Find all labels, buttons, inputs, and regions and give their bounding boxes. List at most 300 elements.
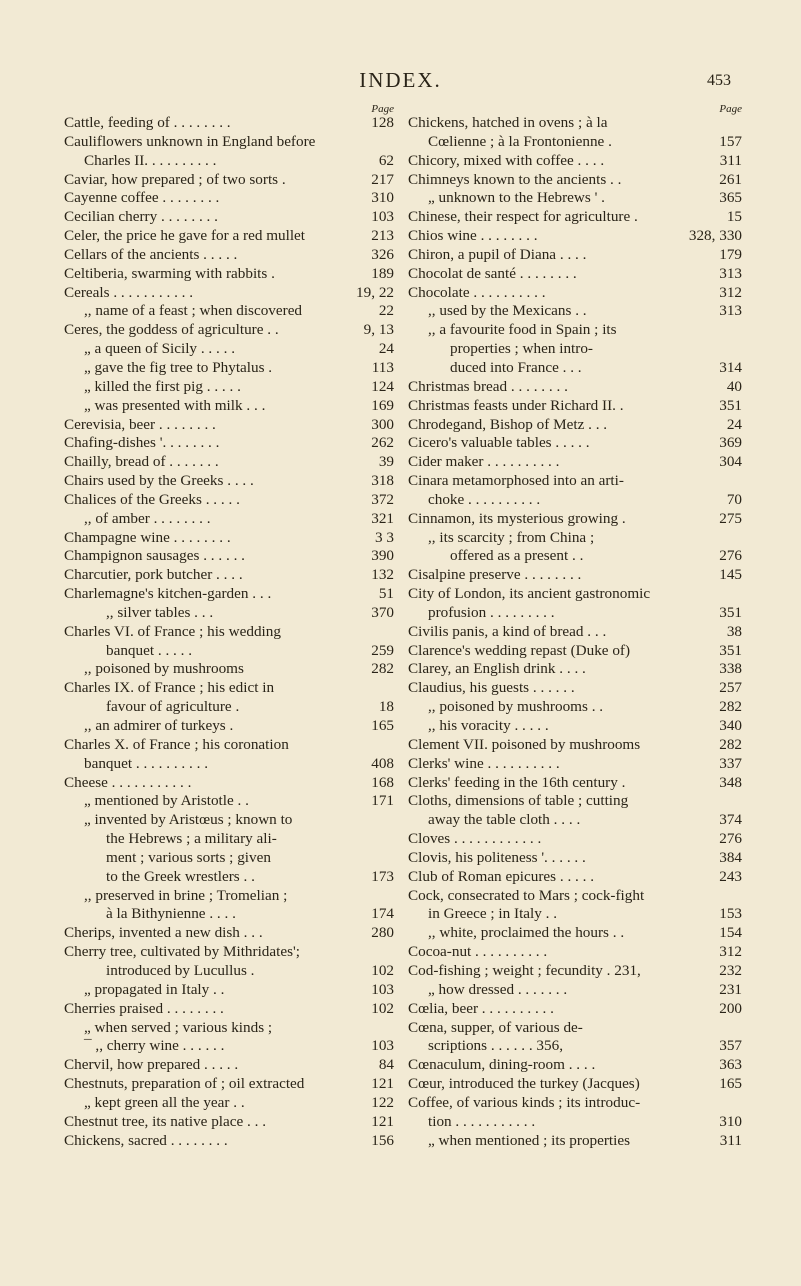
index-entry <box>64 792 394 811</box>
entry-text: Cauliflowers unknown in England before <box>64 132 316 150</box>
index-entry <box>64 717 394 736</box>
entry-page-number: 154 <box>719 924 742 942</box>
entry-text: „ unknown to the Hebrews ' . <box>428 189 605 207</box>
index-entry <box>64 133 394 152</box>
entry-text: favour of agriculture . <box>106 698 240 716</box>
index-entry <box>408 359 742 378</box>
index-entry <box>408 924 742 943</box>
entry-page-number: 262 <box>371 434 394 452</box>
index-entry <box>408 321 742 340</box>
index-column-left <box>64 104 394 1150</box>
index-entry <box>408 208 742 227</box>
entry-page-number: 340 <box>719 717 742 734</box>
entry-text: „ a queen of Sicily . . . . . <box>84 340 235 358</box>
entry-page-number: 374 <box>719 811 742 829</box>
entry-text: ,, of amber . . . . . . . . <box>84 509 211 527</box>
entry-page-number: 24 <box>378 340 394 358</box>
entry-page-number: 213 <box>371 227 394 245</box>
index-entry <box>64 736 394 755</box>
entry-text: duced into France . . . <box>450 358 582 376</box>
entry-text: à la Bithynienne . . . . <box>106 905 236 923</box>
index-entry <box>408 736 742 755</box>
entry-text: properties ; when intro- <box>450 340 593 358</box>
entry-page-number: 357 <box>719 1037 742 1055</box>
entry-text: Cellars of the ancients . . . . . <box>64 245 238 263</box>
entry-text: „ propagated in Italy . . <box>84 980 225 998</box>
entry-text: Chickens, sacred . . . . . . . . <box>64 1131 228 1149</box>
page-column-label: Page <box>719 103 742 115</box>
entry-text: Cinara metamorphosed into an arti- <box>408 472 624 490</box>
entry-page-number: 369 <box>719 434 742 452</box>
index-entry <box>64 924 394 943</box>
entry-text: ,, name of a feast ; when discovered <box>84 302 303 320</box>
entry-text: Cecilian cherry . . . . . . . . <box>64 208 218 226</box>
index-entry <box>408 660 742 679</box>
entry-page-number: 102 <box>371 961 394 979</box>
entry-text: Charles X. of France ; his coronation <box>64 735 289 753</box>
entry-page-number: 103 <box>371 1037 394 1055</box>
entry-text: profusion . . . . . . . . . <box>428 603 555 621</box>
entry-page-number: 351 <box>719 641 742 659</box>
entry-text: Clement VII. poisoned by mushrooms <box>408 735 641 753</box>
entry-text: Chinese, their respect for agriculture . <box>408 208 638 226</box>
index-entry <box>64 1132 394 1151</box>
index-entry <box>408 302 742 321</box>
index-entry <box>408 152 742 171</box>
index-entry <box>408 679 742 698</box>
entry-text: Cœur, introduced the turkey (Jacques) <box>408 1075 640 1093</box>
index-entry <box>408 133 742 152</box>
entry-page-number: 276 <box>719 547 742 565</box>
index-entry <box>408 962 742 981</box>
index-column-right <box>408 104 742 1150</box>
entry-text: Cœlienne ; à la Frontonienne . <box>428 132 612 150</box>
entry-text: „ kept green all the year . . <box>84 1093 245 1111</box>
entry-text: ,, a favourite food in Spain ; its <box>428 321 617 339</box>
entry-text: Ceres, the goddess of agriculture . . <box>64 321 279 339</box>
entry-page-number: 365 <box>719 189 742 207</box>
entry-text: Chafing-dishes '. . . . . . . . <box>64 434 220 452</box>
entry-page-number: 276 <box>719 830 742 848</box>
entry-page-number: 232 <box>719 961 742 979</box>
entry-text: ,, its scarcity ; from China ; <box>428 528 595 546</box>
index-entry <box>64 755 394 774</box>
index-entry <box>408 585 742 604</box>
entry-page-number: 384 <box>719 848 742 866</box>
index-entry <box>408 1019 742 1038</box>
entry-text: Charles VI. of France ; his wedding <box>64 622 281 640</box>
entry-text: Chrodegand, Bishop of Metz . . . <box>408 415 608 433</box>
entry-page-number: 318 <box>371 472 394 490</box>
index-entry <box>64 378 394 397</box>
entry-page-number: 313 <box>719 264 742 282</box>
entry-page-number: 62 <box>378 151 394 169</box>
entry-text: Cœlia, beer . . . . . . . . . . <box>408 999 554 1017</box>
entry-text: Chocolat de santé . . . . . . . . <box>408 264 577 282</box>
entry-text: Cœnaculum, dining-room . . . . <box>408 1056 596 1074</box>
entry-page-number: 351 <box>719 603 742 621</box>
entry-page-number: 19, 22 <box>356 283 394 301</box>
entry-page-number: 121 <box>371 1075 394 1093</box>
entry-text: „ invented by Aristœus ; known to <box>84 811 293 829</box>
entry-page-number: 40 <box>726 377 742 395</box>
entry-page-number: 326 <box>371 245 394 263</box>
page-number: 453 <box>707 72 731 89</box>
index-entry <box>64 397 394 416</box>
entry-page-number: 173 <box>371 867 394 885</box>
entry-page-number: 200 <box>719 999 742 1017</box>
index-entry <box>408 547 742 566</box>
index-entry <box>408 1075 742 1094</box>
entry-page-number: 282 <box>719 698 742 716</box>
page-column-label: Page <box>371 103 394 115</box>
entry-text: Cisalpine preserve . . . . . . . . <box>408 566 582 584</box>
index-entry <box>408 792 742 811</box>
entry-page-number: 390 <box>371 547 394 565</box>
index-entry <box>64 453 394 472</box>
entry-text: to the Greek wrestlers . . <box>106 867 255 885</box>
entry-page-number: 128 <box>371 114 394 131</box>
index-entry <box>408 830 742 849</box>
entry-page-number: 314 <box>719 358 742 376</box>
index-entry <box>408 774 742 793</box>
entry-page-number: 84 <box>378 1056 394 1074</box>
entry-text: Chestnut tree, its native place . . . <box>64 1112 267 1130</box>
entry-text: Cider maker . . . . . . . . . . <box>408 453 560 471</box>
index-entry <box>64 1075 394 1094</box>
entry-text: „ mentioned by Aristotle . . <box>84 792 249 810</box>
index-entry <box>64 510 394 529</box>
entry-text: Clarey, an English drink . . . . <box>408 660 586 678</box>
index-entry <box>64 1113 394 1132</box>
entry-text: ,, silver tables . . . <box>106 603 214 621</box>
entry-page-number: 259 <box>371 641 394 659</box>
entry-text: Cayenne coffee . . . . . . . . <box>64 189 220 207</box>
entry-text: Coffee, of various kinds ; its introduc- <box>408 1093 641 1111</box>
entry-page-number: 157 <box>719 132 742 150</box>
entry-page-number: 280 <box>371 924 394 942</box>
entry-text: Cod-fishing ; weight ; fecundity . 231, <box>408 961 641 979</box>
index-entry <box>64 566 394 585</box>
index-entry <box>64 114 394 133</box>
index-entry <box>64 811 394 830</box>
index-entry <box>408 755 742 774</box>
index-entry <box>64 868 394 887</box>
index-entry <box>64 302 394 321</box>
entry-text: Cicero's valuable tables . . . . . <box>408 434 590 452</box>
index-entry <box>408 1132 742 1151</box>
index-entry <box>408 868 742 887</box>
entry-page-number: 156 <box>371 1131 394 1149</box>
entry-text: scriptions . . . . . . 356, <box>428 1037 563 1055</box>
entry-page-number: 153 <box>719 905 742 923</box>
entry-text: introduced by Lucullus . <box>106 961 255 979</box>
entry-page-number: 311 <box>719 151 742 169</box>
entry-page-number: 408 <box>371 754 394 772</box>
entry-page-number: 275 <box>719 509 742 527</box>
entry-page-number: 38 <box>726 622 742 640</box>
entry-page-number: 300 <box>371 415 394 433</box>
entry-page-number: 103 <box>371 980 394 998</box>
entry-text: Clarence's wedding repast (Duke of) <box>408 641 631 659</box>
entry-page-number: 310 <box>371 189 394 207</box>
index-entry <box>64 529 394 548</box>
index-entry <box>408 416 742 435</box>
entry-page-number: 304 <box>719 453 742 471</box>
entry-page-number: 145 <box>719 566 742 584</box>
entry-text: Cœna, supper, of various de- <box>408 1018 583 1036</box>
index-entry <box>408 642 742 661</box>
index-entry <box>64 472 394 491</box>
entry-text: ¯ ,, cherry wine . . . . . . <box>84 1037 225 1055</box>
entry-page-number: 337 <box>719 754 742 772</box>
entry-page-number: 189 <box>371 264 394 282</box>
index-entry <box>408 340 742 359</box>
entry-page-number: 282 <box>719 735 742 753</box>
entry-page-number: 328, 330 <box>688 227 742 245</box>
index-entry <box>64 171 394 190</box>
index-entry <box>408 1113 742 1132</box>
entry-text: Club of Roman epicures . . . . . <box>408 867 595 885</box>
entry-page-number: 24 <box>726 415 742 433</box>
entry-text: Chailly, bread of . . . . . . . <box>64 453 219 471</box>
entry-page-number: 70 <box>726 490 742 508</box>
index-entry <box>408 434 742 453</box>
entry-text: ,, poisoned by mushrooms <box>84 660 244 678</box>
index-entry <box>408 189 742 208</box>
entry-text: ,, an admirer of turkeys . <box>84 717 234 734</box>
index-entry <box>64 284 394 303</box>
index-entry <box>64 265 394 284</box>
index-entry <box>64 189 394 208</box>
index-entry <box>64 246 394 265</box>
index-entry <box>64 905 394 924</box>
index-entry <box>408 566 742 585</box>
index-entry <box>64 981 394 1000</box>
entry-text: ,, preserved in brine ; Tromelian ; <box>84 886 288 904</box>
index-entry <box>64 208 394 227</box>
index-entry <box>64 849 394 868</box>
entry-text: choke . . . . . . . . . . <box>428 490 541 508</box>
entry-text: Cherries praised . . . . . . . . <box>64 999 224 1017</box>
index-entry <box>64 830 394 849</box>
index-entry <box>408 887 742 906</box>
index-entry <box>64 1037 394 1056</box>
entry-text: Chervil, how prepared . . . . . <box>64 1056 239 1074</box>
entry-page-number: 165 <box>719 1075 742 1093</box>
index-entry <box>408 849 742 868</box>
entry-page-number: 310 <box>719 1112 742 1130</box>
entry-page-number: 174 <box>371 905 394 923</box>
entry-page-number: 351 <box>719 396 742 414</box>
index-entry <box>408 717 742 736</box>
index-entry <box>408 171 742 190</box>
entry-text: ,, his voracity . . . . . <box>428 717 549 734</box>
entry-text: in Greece ; in Italy . . <box>428 905 558 923</box>
entry-text: Cattle, feeding of . . . . . . . . <box>64 114 231 131</box>
entry-page-number: 312 <box>719 943 742 961</box>
entry-text: Chicory, mixed with coffee . . . . <box>408 151 605 169</box>
index-entry <box>64 227 394 246</box>
index-entry <box>64 774 394 793</box>
index-entry <box>64 359 394 378</box>
index-entry <box>408 378 742 397</box>
entry-page-number: 124 <box>371 377 394 395</box>
entry-text: Celtiberia, swarming with rabbits . <box>64 264 275 282</box>
index-entry <box>64 623 394 642</box>
index-entry <box>64 321 394 340</box>
entry-text: Christmas feasts under Richard II. . <box>408 396 624 414</box>
entry-text: „ when served ; various kinds ; <box>84 1018 273 1036</box>
running-head <box>0 64 801 94</box>
entry-text: Caviar, how prepared ; of two sorts . <box>64 170 286 188</box>
entry-text: the Hebrews ; a military ali- <box>106 830 277 848</box>
entry-text: Cherips, invented a new dish . . . <box>64 924 263 942</box>
index-entry <box>64 547 394 566</box>
index-entry <box>408 905 742 924</box>
entry-page-number: 18 <box>378 698 394 716</box>
index-entry <box>64 660 394 679</box>
entry-text: Charlemagne's kitchen-garden . . . <box>64 585 272 603</box>
entry-text: ,, used by the Mexicans . . <box>428 302 587 320</box>
entry-page-number: 168 <box>371 773 394 791</box>
index-entry <box>408 623 742 642</box>
entry-page-number: 243 <box>719 867 742 885</box>
index-entry <box>408 943 742 962</box>
entry-text: Cherry tree, cultivated by Mithridates'; <box>64 943 300 961</box>
entry-page-number: 217 <box>371 170 394 188</box>
page-title: INDEX. <box>359 68 442 92</box>
entry-page-number: 113 <box>371 358 394 376</box>
entry-page-number: 132 <box>371 566 394 584</box>
index-entry <box>408 510 742 529</box>
entry-text: Clovis, his politeness '. . . . . . <box>408 848 586 866</box>
index-entry <box>64 604 394 623</box>
entry-page-number: 338 <box>719 660 742 678</box>
entry-text: offered as a present . . <box>450 547 584 565</box>
entry-text: Cinnamon, its mysterious growing . <box>408 509 626 527</box>
entry-text: Cock, consecrated to Mars ; cock-fight <box>408 886 645 904</box>
index-entry <box>64 943 394 962</box>
index-entry <box>408 604 742 623</box>
entry-text: Chocolate . . . . . . . . . . <box>408 283 546 301</box>
index-entry <box>408 265 742 284</box>
entry-text: Chimneys known to the ancients . . <box>408 170 622 188</box>
entry-text: Christmas bread . . . . . . . . <box>408 377 568 395</box>
entry-text: „ gave the fig tree to Phytalus . <box>84 358 273 376</box>
entry-text: Chickens, hatched in ovens ; à la <box>408 114 608 131</box>
entry-text: Civilis panis, a kind of bread . . . <box>408 622 607 640</box>
entry-text: Cloves . . . . . . . . . . . . <box>408 830 542 848</box>
entry-text: Cloths, dimensions of table ; cutting <box>408 792 629 810</box>
entry-text: Celer, the price he gave for a red mullet <box>64 227 306 245</box>
entry-page-number: 39 <box>378 453 394 471</box>
entry-text: „ when mentioned ; its properties <box>428 1131 631 1149</box>
entry-text: banquet . . . . . <box>106 641 193 659</box>
index-entry <box>408 981 742 1000</box>
index-entry <box>408 397 742 416</box>
entry-page-number: 372 <box>371 490 394 508</box>
entry-text: Champignon sausages . . . . . . <box>64 547 245 565</box>
entry-text: Cocoa-nut . . . . . . . . . . <box>408 943 548 961</box>
entry-text: ment ; various sorts ; given <box>106 848 271 866</box>
entry-page-number: 179 <box>719 245 742 263</box>
entry-text: Charles II. . . . . . . . . . <box>84 151 217 169</box>
entry-page-number: 121 <box>371 1112 394 1130</box>
index-entry <box>64 1094 394 1113</box>
entry-page-number: 122 <box>371 1093 394 1111</box>
index-entry <box>64 962 394 981</box>
entry-text: Cerevisia, beer . . . . . . . . <box>64 415 216 433</box>
index-entry <box>64 416 394 435</box>
entry-text: „ was presented with milk . . . <box>84 396 266 414</box>
index-entry <box>64 642 394 661</box>
entry-page-number: 311 <box>719 1131 742 1149</box>
index-entry <box>408 114 742 133</box>
entry-text: Cheese . . . . . . . . . . . <box>64 773 192 791</box>
entry-page-number: 15 <box>726 208 742 226</box>
index-entry <box>408 698 742 717</box>
index-entry <box>408 1094 742 1113</box>
entry-page-number: 261 <box>719 170 742 188</box>
entry-page-number: 3 3 <box>375 528 394 546</box>
entry-text: Chios wine . . . . . . . . <box>408 227 538 245</box>
index-entry <box>64 698 394 717</box>
index-entry <box>408 227 742 246</box>
entry-text: City of London, its ancient gastronomic <box>408 585 651 603</box>
entry-page-number: 321 <box>371 509 394 527</box>
entry-page-number: 363 <box>719 1056 742 1074</box>
entry-page-number: 313 <box>719 302 742 320</box>
entry-page-number: 348 <box>719 773 742 791</box>
index-entry <box>64 152 394 171</box>
index-entry <box>408 453 742 472</box>
entry-page-number: 103 <box>371 208 394 226</box>
entry-text: Charcutier, pork butcher . . . . <box>64 566 243 584</box>
index-entry <box>408 529 742 548</box>
entry-text: ,, poisoned by mushrooms . . <box>428 698 604 716</box>
index-entry <box>64 340 394 359</box>
index-entry <box>408 1037 742 1056</box>
entry-page-number: 9, 13 <box>363 321 394 339</box>
entry-page-number: 257 <box>719 679 742 697</box>
index-entry <box>64 491 394 510</box>
entry-page-number: 312 <box>719 283 742 301</box>
entry-page-number: 370 <box>371 603 394 621</box>
entry-text: Claudius, his guests . . . . . . <box>408 679 575 697</box>
entry-page-number: 51 <box>378 585 394 603</box>
index-entry <box>408 246 742 265</box>
entry-page-number: 102 <box>371 999 394 1017</box>
entry-page-number: 231 <box>719 980 742 998</box>
index-entry <box>408 1056 742 1075</box>
entry-page-number: 22 <box>378 302 394 320</box>
index-entry <box>408 811 742 830</box>
entry-text: ,, white, proclaimed the hours . . <box>428 924 625 942</box>
index-entry <box>64 679 394 698</box>
entry-text: Chalices of the Greeks . . . . . <box>64 490 240 508</box>
index-entry <box>408 284 742 303</box>
entry-text: Charles IX. of France ; his edict in <box>64 679 275 697</box>
entry-text: Clerks' feeding in the 16th century . <box>408 773 626 791</box>
index-entry <box>64 1019 394 1038</box>
entry-text: Clerks' wine . . . . . . . . . . <box>408 754 560 772</box>
index-entry <box>408 491 742 510</box>
index-entry <box>64 585 394 604</box>
entry-page-number: 171 <box>371 792 394 810</box>
entry-text: away the table cloth . . . . <box>428 811 581 829</box>
entry-page-number: 282 <box>371 660 394 678</box>
